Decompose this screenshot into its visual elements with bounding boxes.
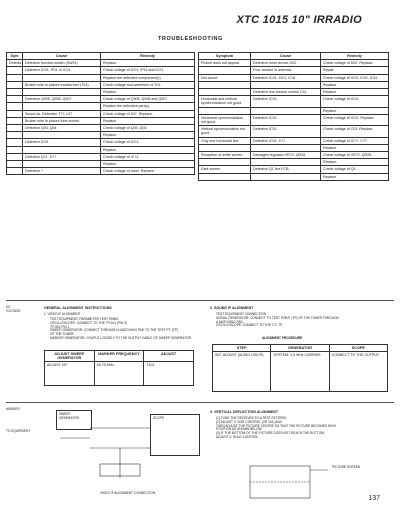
table-cell: Check voltage of VR?2, QR28. xyxy=(321,152,389,159)
table-cell: Broken wire in picture tube socket xyxy=(23,117,101,124)
table-cell: Replace the defective component(s). xyxy=(101,74,195,81)
instruction-line: TEST EQUIPMENT CONNECTION xyxy=(216,312,267,316)
table-cell: Horizontal and vertical synchronization not good. xyxy=(199,96,251,107)
table-cell: Check voltage of C01. Replace. xyxy=(321,126,389,137)
table-cell: Check voltage of IC?1. xyxy=(101,153,195,160)
table-cell: Replace. xyxy=(101,132,195,139)
table-row xyxy=(7,132,195,139)
table-cell xyxy=(23,146,101,153)
table-cell: Sound ok. Defective T??, L07 xyxy=(23,110,101,117)
table-cell: CONNECT TO THE OUTPUT xyxy=(329,352,387,392)
alignment-item: 1. VIDEO IF ALIGNMENT xyxy=(44,312,81,316)
table-cell: Replace. xyxy=(321,173,389,180)
table-cell: Check voltage of IC01. xyxy=(101,139,195,146)
column-header: Remedy xyxy=(101,53,195,60)
instruction-line: OF THE TUNER. xyxy=(50,332,75,337)
table-cell: Replace. xyxy=(321,159,389,166)
table-cell xyxy=(7,146,23,153)
table-cell: Horizontal synchronization not good. xyxy=(199,114,251,125)
column-header: Cause xyxy=(23,53,101,60)
table-row xyxy=(7,168,195,175)
table-cell xyxy=(7,67,23,74)
table-cell: Check voltage and waveform of T01. xyxy=(101,81,195,88)
table-cell xyxy=(251,144,321,151)
table-cell: Check voltage of Q905, Q908 and Q907. xyxy=(101,96,195,103)
column-header: SCOPE xyxy=(329,345,387,352)
instruction-line: POSITION AS SHOWN BELOW. xyxy=(216,427,263,432)
table-row xyxy=(199,81,389,88)
table-cell: Poor contact in antenna. xyxy=(251,67,321,74)
table-cell: SYSTEM: 4.5 MHz CARRIER xyxy=(271,352,329,392)
instruction-line: TP-501 PIN 1 xyxy=(50,324,70,329)
alignment-heading: 2. SOUND IF ALIGNMENT xyxy=(210,306,254,310)
table-cell: Check voltage of IC01. Replace. xyxy=(321,114,389,125)
table-cell xyxy=(7,117,23,124)
instruction-line: THEN ADJUST THE PICTURE CENTRE SO THAT THE PICTURE BECOMES HIGH xyxy=(216,423,336,428)
table-row xyxy=(199,74,389,81)
table-row xyxy=(199,144,389,151)
sweep-generator-label: SWEEP GENERATOR xyxy=(59,412,79,420)
scope-label: SCOPE xyxy=(153,416,165,420)
table-row xyxy=(7,60,195,67)
table-cell: Replace. xyxy=(321,144,389,151)
table-cell: T101 xyxy=(144,362,194,386)
table-cell: Defective IC01, IC01, IC41. xyxy=(251,74,321,81)
table-cell xyxy=(251,173,321,180)
table-row xyxy=(199,126,389,137)
section-title: TROUBLESHOOTING xyxy=(158,36,223,42)
column-header: Remedy xyxy=(321,53,389,60)
table-row xyxy=(199,89,389,96)
table-cell xyxy=(251,107,321,114)
alignment-instructions xyxy=(50,318,200,341)
table-cell: Defective Q03, Q04 xyxy=(23,125,101,132)
column-header: Symptom xyxy=(199,53,251,60)
table-cell: Damaged regulator VR?2, QR28. xyxy=(251,152,321,159)
table-cell: Reception of white screen xyxy=(199,152,251,159)
table-cell xyxy=(7,81,23,88)
table-cell: Defective IC01. xyxy=(251,126,321,137)
margin-note: MARKER xyxy=(6,407,20,411)
table-cell: Check voltage of IC01, IP11 and IC21. xyxy=(101,67,195,74)
table-row xyxy=(7,161,195,168)
table-cell: Check voltage of Q1. xyxy=(321,166,389,173)
divider xyxy=(6,300,394,301)
column-header: STEP xyxy=(213,345,271,352)
table-cell xyxy=(199,107,251,114)
table-cell xyxy=(7,110,23,117)
instruction-line: OSCILLOSCOPE: CONNECT TO THE T.O. TP. xyxy=(216,323,283,328)
table-cell xyxy=(199,81,251,88)
table-cell: Check voltage of IC??, C??. xyxy=(321,137,389,144)
column-header: ADJUST xyxy=(144,351,194,362)
table-cell xyxy=(7,96,23,103)
table-cell: Check voltage of D02. Replace. xyxy=(321,60,389,67)
page-title: XTC 1015 10" IRRADIO xyxy=(236,14,362,26)
table-cell xyxy=(7,125,23,132)
table-row xyxy=(7,153,195,160)
table-cell: Check voltage of IC01. xyxy=(321,96,389,107)
table-cell xyxy=(7,89,23,96)
instruction-line: A MATCHING PAD. xyxy=(216,319,244,324)
table-row xyxy=(199,67,389,74)
table-row xyxy=(199,152,389,159)
table-cell xyxy=(23,161,101,168)
table-cell: Check voltage of Q03, Q04. xyxy=(101,125,195,132)
table-row xyxy=(199,60,389,67)
picture-screen-label: PICTURE SCREEN xyxy=(332,465,361,469)
table-cell: Defective Q?1, S?? xyxy=(23,153,101,160)
alignment-heading: GENERAL ALIGNMENT INSTRUCTIONS xyxy=(44,306,112,310)
table-cell xyxy=(199,159,251,166)
margin-note: TO EQUIPMENT xyxy=(6,429,31,433)
table-row xyxy=(7,110,195,117)
table-cell xyxy=(7,132,23,139)
table-cell: Defective Q905, Q908, Q907 xyxy=(23,96,101,103)
table-cell xyxy=(23,89,101,96)
table-cell xyxy=(251,81,321,88)
table-cell: SET ADJUST (AUDIO DISCR) xyxy=(213,352,271,392)
table-row xyxy=(199,166,389,173)
table-cell xyxy=(7,103,23,110)
table-row xyxy=(7,67,195,74)
table-cell: Defective IC01, IP11 or IC21 xyxy=(23,67,101,74)
instruction-line: (3) IF THE BOTTOM OF THE PICTURE DOES NOT REACH THE BOTTOM, xyxy=(216,431,325,436)
table-cell: Defects xyxy=(7,60,23,67)
table-cell: Repair. xyxy=(321,67,389,74)
table-cell: Defective function switch (SW01) xyxy=(23,60,101,67)
table-row xyxy=(199,137,389,144)
table-cell: Replace. xyxy=(101,89,195,96)
table-cell: Check voltage of IC01, IC01, IC41. xyxy=(321,74,389,81)
alignment-instructions xyxy=(216,417,392,440)
table-cell: Replace. xyxy=(321,89,389,96)
table-cell: Replace the defective part(s). xyxy=(101,103,195,110)
instruction-line: SWEEP GENERATOR: CONNECT THROUGH A MATCHING PAD TO THE TEST PT. (TP) xyxy=(50,328,179,333)
table-cell: Only one horizontal line xyxy=(199,137,251,144)
table-cell xyxy=(199,173,251,180)
table-cell: Defective IC01. xyxy=(251,114,321,125)
page-number: 137 xyxy=(368,495,380,502)
table-cell xyxy=(199,144,251,151)
table-row xyxy=(199,96,389,107)
troubleshooting-table-left xyxy=(6,52,195,175)
table-row xyxy=(7,146,195,153)
table-cell xyxy=(7,161,23,168)
table-cell xyxy=(23,103,101,110)
instruction-line: SIGNAL GENERATOR: CONNECT TO TEST POINT (TP) OF THE TUNER THROUGH xyxy=(216,315,339,320)
table-row xyxy=(199,173,389,180)
column-header: GENERATOR xyxy=(271,345,329,352)
table-cell xyxy=(7,153,23,160)
table-cell: Defective Q1 line FCB. xyxy=(251,166,321,173)
table-cell: 45.75 MHz xyxy=(94,362,144,386)
table-cell: ADJUST VIF xyxy=(45,362,95,386)
alignment-procedure-title: ALIGNMENT PROCEDURE xyxy=(262,336,303,340)
table-cell xyxy=(7,74,23,81)
instruction-line: OSCILLOSCOPE: CONNECT TO THE TP-401 (PIN 2) xyxy=(50,320,128,325)
diagram-caption: VIDEO IF ALIGNMENT CONNECTION xyxy=(100,491,156,495)
table-row xyxy=(7,74,195,81)
table-cell xyxy=(23,132,101,139)
column-header: Sym xyxy=(7,53,23,60)
table-cell: Check voltage of tuner. Replace. xyxy=(101,168,195,175)
table-cell: Defective IC01. xyxy=(251,96,321,107)
table-cell: Defective IC01 xyxy=(23,139,101,146)
alignment-heading: 3. VERTICAL DEFLECTION ALIGNMENT xyxy=(210,410,279,414)
table-cell xyxy=(7,139,23,146)
table-cell xyxy=(199,89,251,96)
table-cell: Replace. xyxy=(321,81,389,88)
table-cell: Replace. xyxy=(101,117,195,124)
table-cell: Replace. xyxy=(321,107,389,114)
table-row xyxy=(199,114,389,125)
table-cell xyxy=(7,168,23,175)
column-header: MARKER FREQUENCY xyxy=(94,351,144,362)
table-cell: Defective tuner device D02. xyxy=(251,60,321,67)
alignment-table-right xyxy=(212,344,388,392)
table-cell: Defective IC01, C??. xyxy=(251,137,321,144)
table-cell: Dark screen xyxy=(199,166,251,173)
table-row xyxy=(199,107,389,114)
connection-diagram xyxy=(40,408,210,498)
table-cell: Vertical synchronization not good. xyxy=(199,126,251,137)
instruction-line: ADJUST V. HOLD CONTROL. xyxy=(216,434,260,439)
table-row xyxy=(7,81,195,88)
table-row xyxy=(7,89,195,96)
divider xyxy=(6,402,394,403)
table-cell xyxy=(23,74,101,81)
table-cell: Replace. xyxy=(101,146,195,153)
table-row xyxy=(7,103,195,110)
instruction-line: MARKER GENERATOR: COUPLE LOOSELY TO THE OUTPUT CABLE OF SWEEP GENERATOR. xyxy=(50,335,192,340)
instruction-line: TEST EQUIPMENT: PARAMETER TEST PANEL xyxy=(50,317,119,321)
margin-note: DC VOLTAGE xyxy=(6,305,21,313)
alignment-instructions xyxy=(216,313,394,328)
table-row xyxy=(199,159,389,166)
table-cell: Broken wire in picture transformer (T01) xyxy=(23,81,101,88)
table-cell: Picture does not appear. xyxy=(199,60,251,67)
table-cell xyxy=(251,159,321,166)
table-row xyxy=(7,117,195,124)
troubleshooting-table-right xyxy=(198,52,389,181)
alignment-table-left xyxy=(44,350,194,386)
table-cell: Replace. xyxy=(101,161,195,168)
instruction-line: (2) ADJUST V. SIZE CONTROL (VR 101) AND xyxy=(216,419,282,424)
column-header: Cause xyxy=(251,53,321,60)
table-row xyxy=(7,96,195,103)
table-row xyxy=(7,125,195,132)
table-cell xyxy=(199,67,251,74)
table-cell: Not sound xyxy=(199,74,251,81)
table-cell: Defective line volume control C31. xyxy=(251,89,321,96)
table-cell: Check voltage of 907. Replace. xyxy=(101,110,195,117)
column-header: ADJUST SWEEP GENERATOR xyxy=(45,351,95,362)
instruction-line: (1) TUNE THE RECEIVER TO A TEST PATTERN. xyxy=(216,416,287,420)
table-cell: Replace. xyxy=(101,60,195,67)
table-cell: Defective ? xyxy=(23,168,101,175)
table-row xyxy=(7,139,195,146)
